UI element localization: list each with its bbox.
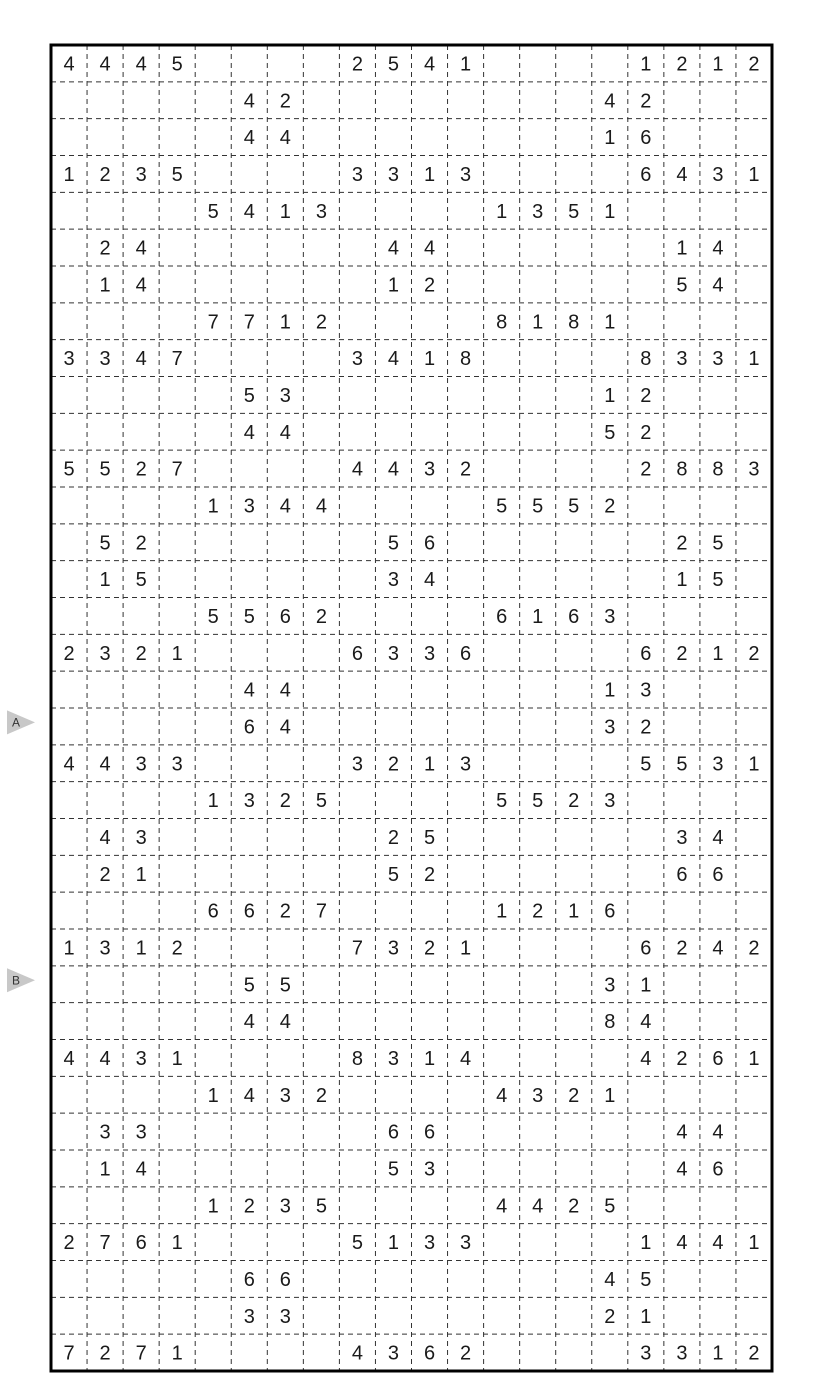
cell-digit[interactable]: 6 bbox=[712, 863, 724, 886]
cell-digit[interactable]: 3 bbox=[676, 348, 688, 371]
cell-digit[interactable]: 3 bbox=[712, 348, 724, 371]
cell-digit[interactable]: 3 bbox=[532, 1084, 544, 1107]
cell-digit[interactable]: 2 bbox=[63, 1232, 75, 1255]
cell-digit[interactable]: 3 bbox=[243, 495, 255, 518]
cell-digit[interactable]: 7 bbox=[207, 311, 219, 334]
cell-digit[interactable]: 4 bbox=[135, 237, 147, 260]
cell-digit[interactable]: 5 bbox=[712, 532, 724, 555]
cell-digit[interactable]: 3 bbox=[387, 1047, 400, 1070]
cell-digit[interactable]: 6 bbox=[243, 1268, 255, 1291]
cell-digit[interactable]: 1 bbox=[496, 200, 508, 223]
cell-digit[interactable]: 2 bbox=[315, 605, 327, 628]
cell-digit[interactable]: 8 bbox=[496, 311, 508, 334]
cell-digit[interactable]: 1 bbox=[460, 53, 472, 76]
cell-digit[interactable]: 4 bbox=[99, 753, 111, 776]
cell-digit[interactable]: 4 bbox=[279, 679, 291, 702]
cell-digit[interactable]: 2 bbox=[99, 863, 111, 886]
cell-digit[interactable]: 4 bbox=[243, 200, 255, 223]
cell-digit[interactable]: 5 bbox=[496, 495, 508, 518]
cell-digit[interactable]: 2 bbox=[748, 53, 760, 76]
cell-digit[interactable]: 4 bbox=[243, 1011, 255, 1034]
cell-digit[interactable]: 4 bbox=[315, 495, 327, 518]
cell-digit[interactable]: 4 bbox=[423, 569, 436, 592]
cell-digit[interactable]: 1 bbox=[676, 237, 688, 260]
cell-digit[interactable]: 6 bbox=[640, 127, 652, 150]
cell-digit[interactable]: 4 bbox=[532, 1195, 544, 1218]
cell-digit[interactable]: 6 bbox=[423, 1342, 436, 1365]
cell-digit[interactable]: 2 bbox=[676, 642, 688, 665]
row-marker-label: A bbox=[11, 715, 21, 730]
cell-digit[interactable]: 6 bbox=[640, 937, 652, 960]
cell-digit[interactable]: 2 bbox=[99, 163, 111, 186]
cell-digit[interactable]: 2 bbox=[748, 1342, 760, 1365]
cell-digit[interactable]: 2 bbox=[279, 900, 291, 923]
row-markers bbox=[7, 710, 35, 992]
cell-digit[interactable]: 4 bbox=[712, 826, 724, 849]
cell-digit[interactable]: 2 bbox=[135, 458, 147, 481]
cell-digit[interactable]: 1 bbox=[640, 1232, 652, 1255]
cell-digit[interactable]: 7 bbox=[171, 458, 183, 481]
cell-digit[interactable]: 3 bbox=[135, 1047, 147, 1070]
cell-digit[interactable]: 1 bbox=[207, 1195, 219, 1218]
cell-digit[interactable]: 1 bbox=[460, 937, 472, 960]
cell-digit[interactable]: 1 bbox=[496, 900, 508, 923]
cell-digit[interactable]: 4 bbox=[423, 237, 436, 260]
cell-digit[interactable]: 1 bbox=[171, 1342, 183, 1365]
cell-digit[interactable]: 5 bbox=[387, 532, 400, 555]
cell-digit[interactable]: 6 bbox=[496, 605, 508, 628]
cell-digit[interactable]: 1 bbox=[748, 348, 760, 371]
cell-digit[interactable]: 4 bbox=[460, 1047, 472, 1070]
cell-digit[interactable]: 3 bbox=[676, 1342, 688, 1365]
cell-digit[interactable]: 3 bbox=[640, 1342, 652, 1365]
cell-digit[interactable]: 4 bbox=[712, 937, 724, 960]
cell-digit[interactable]: 8 bbox=[568, 311, 580, 334]
cell-digit[interactable]: 7 bbox=[315, 900, 327, 923]
cell-digit[interactable]: 5 bbox=[604, 421, 616, 444]
cell-digit[interactable]: 2 bbox=[640, 384, 652, 407]
cell-digit[interactable]: 3 bbox=[387, 1342, 400, 1365]
cell-digit[interactable]: 2 bbox=[135, 642, 147, 665]
cell-digit[interactable]: 3 bbox=[460, 1232, 472, 1255]
cell-digit[interactable]: 7 bbox=[243, 311, 255, 334]
cell-digit[interactable]: 5 bbox=[207, 200, 219, 223]
cell-digit[interactable]: 6 bbox=[279, 605, 291, 628]
cell-digit[interactable]: 4 bbox=[279, 421, 291, 444]
cell-digit[interactable]: 4 bbox=[243, 679, 255, 702]
cell-digit[interactable]: 4 bbox=[135, 53, 147, 76]
cell-digit[interactable]: 2 bbox=[423, 274, 436, 297]
cell-digit[interactable]: 3 bbox=[351, 348, 363, 371]
cell-digit[interactable]: 2 bbox=[423, 863, 436, 886]
cell-digit[interactable]: 1 bbox=[207, 495, 219, 518]
cell-digit[interactable]: 2 bbox=[532, 900, 544, 923]
cell-digit[interactable]: 4 bbox=[712, 1232, 724, 1255]
cell-digit[interactable]: 4 bbox=[135, 274, 147, 297]
cell-digit[interactable]: 1 bbox=[748, 163, 760, 186]
cell-digit[interactable]: 1 bbox=[171, 1047, 183, 1070]
cell-digit[interactable]: 6 bbox=[712, 1158, 724, 1181]
cell-digit[interactable]: 8 bbox=[351, 1047, 363, 1070]
cell-digit[interactable]: 3 bbox=[460, 163, 472, 186]
cell-digit[interactable]: 5 bbox=[712, 569, 724, 592]
cell-digit[interactable]: 5 bbox=[135, 569, 147, 592]
cell-digit[interactable]: 4 bbox=[676, 163, 688, 186]
cell-digit[interactable]: 2 bbox=[99, 237, 111, 260]
cell-digit[interactable]: 7 bbox=[99, 1232, 111, 1255]
cell-digit[interactable]: 5 bbox=[243, 384, 255, 407]
cell-digit[interactable]: 4 bbox=[63, 753, 75, 776]
cell-digit[interactable]: 5 bbox=[387, 863, 400, 886]
cell-digit[interactable]: 1 bbox=[532, 311, 544, 334]
cell-digit[interactable]: 1 bbox=[604, 311, 616, 334]
cell-digit[interactable]: 2 bbox=[568, 1084, 580, 1107]
cell-digit[interactable]: 3 bbox=[604, 974, 616, 997]
cell-digit[interactable]: 3 bbox=[532, 200, 544, 223]
cell-digit[interactable]: 6 bbox=[568, 605, 580, 628]
cell-digit[interactable]: 4 bbox=[604, 1268, 616, 1291]
cell-digit[interactable]: 5 bbox=[315, 790, 327, 813]
cell-digit[interactable]: 1 bbox=[748, 753, 760, 776]
cell-digit[interactable]: 2 bbox=[676, 532, 688, 555]
cell-digit[interactable]: 4 bbox=[243, 90, 255, 113]
row-marker-b bbox=[7, 968, 35, 992]
cell-digit[interactable]: 5 bbox=[676, 274, 688, 297]
cell-digit[interactable]: 3 bbox=[423, 642, 436, 665]
cell-digit[interactable]: 3 bbox=[351, 753, 363, 776]
cell-digit[interactable]: 5 bbox=[532, 790, 544, 813]
cell-digit[interactable]: 6 bbox=[243, 900, 255, 923]
cell-digit[interactable]: 1 bbox=[207, 790, 219, 813]
cell-digit[interactable]: 3 bbox=[99, 937, 111, 960]
cell-digit[interactable]: 2 bbox=[676, 53, 688, 76]
cell-digit[interactable]: 5 bbox=[207, 605, 219, 628]
cell-digit[interactable]: 5 bbox=[568, 495, 580, 518]
cell-digit[interactable]: 4 bbox=[676, 1121, 688, 1144]
cell-digit[interactable]: 4 bbox=[496, 1195, 508, 1218]
cell-digit[interactable]: 4 bbox=[351, 1342, 363, 1365]
cell-digit[interactable]: 4 bbox=[243, 421, 255, 444]
cell-digit[interactable]: 1 bbox=[568, 900, 580, 923]
cell-digit[interactable]: 1 bbox=[387, 1232, 400, 1255]
cell-digit[interactable]: 4 bbox=[712, 274, 724, 297]
cell-digit[interactable]: 4 bbox=[63, 1047, 75, 1070]
cell-digit[interactable]: 1 bbox=[532, 605, 544, 628]
cell-digit[interactable]: 5 bbox=[171, 53, 183, 76]
cell-digit[interactable]: 2 bbox=[460, 1342, 472, 1365]
cell-digit[interactable]: 4 bbox=[279, 716, 291, 739]
cell-digit[interactable]: 2 bbox=[387, 826, 400, 849]
cell-digit[interactable]: 4 bbox=[279, 495, 291, 518]
cell-digit[interactable]: 3 bbox=[604, 716, 616, 739]
cell-digit[interactable]: 4 bbox=[676, 1158, 688, 1181]
cell-digit[interactable]: 6 bbox=[676, 863, 688, 886]
cell-digit[interactable]: 3 bbox=[99, 348, 111, 371]
cell-digit[interactable]: 3 bbox=[423, 458, 436, 481]
cell-digit[interactable]: 2 bbox=[279, 790, 291, 813]
cell-digit[interactable]: 1 bbox=[423, 753, 436, 776]
cell-digit[interactable]: 4 bbox=[496, 1084, 508, 1107]
cell-digit[interactable]: 1 bbox=[712, 642, 724, 665]
cell-digit[interactable]: 1 bbox=[640, 974, 652, 997]
cell-digit[interactable]: 3 bbox=[604, 790, 616, 813]
cell-digit[interactable]: 8 bbox=[460, 348, 472, 371]
cell-digit[interactable]: 2 bbox=[604, 495, 616, 518]
cell-digit[interactable]: 4 bbox=[99, 826, 111, 849]
cell-digit[interactable]: 6 bbox=[640, 642, 652, 665]
cell-digit[interactable]: 6 bbox=[279, 1268, 291, 1291]
cell-digit[interactable]: 4 bbox=[279, 127, 291, 150]
cell-digit[interactable]: 1 bbox=[63, 163, 75, 186]
cell-digit[interactable]: 2 bbox=[135, 532, 147, 555]
cell-digit[interactable]: 5 bbox=[423, 826, 436, 849]
cell-digit[interactable]: 1 bbox=[135, 863, 147, 886]
cell-digit[interactable]: 3 bbox=[243, 790, 255, 813]
cell-digit[interactable]: 3 bbox=[279, 1305, 291, 1328]
cell-digit[interactable]: 3 bbox=[460, 753, 472, 776]
cell-digit[interactable]: 6 bbox=[135, 1232, 147, 1255]
cell-digit[interactable]: 1 bbox=[640, 53, 652, 76]
cell-digit[interactable]: 1 bbox=[604, 679, 616, 702]
cell-digit[interactable]: 1 bbox=[712, 53, 724, 76]
cell-digit[interactable]: 2 bbox=[640, 90, 652, 113]
cell-digit[interactable]: 2 bbox=[640, 458, 652, 481]
cell-digit[interactable]: 3 bbox=[171, 753, 183, 776]
cell-digit[interactable]: 4 bbox=[243, 127, 255, 150]
cell-digit[interactable]: 6 bbox=[423, 1121, 436, 1144]
cell-digit[interactable]: 5 bbox=[351, 1232, 363, 1255]
cell-digit[interactable]: 5 bbox=[387, 53, 400, 76]
cell-digit[interactable]: 1 bbox=[171, 1232, 183, 1255]
cell-digit[interactable]: 5 bbox=[279, 974, 291, 997]
cell-digit[interactable]: 3 bbox=[279, 384, 291, 407]
cell-digit[interactable]: 4 bbox=[604, 90, 616, 113]
cell-digit[interactable]: 1 bbox=[279, 200, 291, 223]
cell-digit[interactable]: 6 bbox=[207, 900, 219, 923]
cell-digit[interactable]: 4 bbox=[640, 1011, 652, 1034]
cell-digit[interactable]: 6 bbox=[387, 1121, 400, 1144]
cell-digit[interactable]: 6 bbox=[423, 532, 436, 555]
cell-digit[interactable]: 5 bbox=[676, 753, 688, 776]
cell-digit[interactable]: 1 bbox=[748, 1232, 760, 1255]
cell-digit[interactable]: 2 bbox=[640, 716, 652, 739]
cell-digit[interactable]: 1 bbox=[604, 1084, 616, 1107]
cell-digit[interactable]: 2 bbox=[568, 790, 580, 813]
row-marker-a bbox=[7, 710, 35, 734]
cell-digit[interactable]: 4 bbox=[351, 458, 363, 481]
cell-digit[interactable]: 3 bbox=[135, 826, 147, 849]
cell-digit[interactable]: 6 bbox=[640, 163, 652, 186]
cell-digit[interactable]: 4 bbox=[99, 53, 111, 76]
cell-digit[interactable]: 3 bbox=[99, 1121, 111, 1144]
cell-digit[interactable]: 4 bbox=[640, 1047, 652, 1070]
cell-digit[interactable]: 5 bbox=[387, 1158, 400, 1181]
cell-digit[interactable]: 4 bbox=[243, 1084, 255, 1107]
cell-digit[interactable]: 3 bbox=[387, 642, 400, 665]
cell-digit[interactable]: 5 bbox=[243, 605, 255, 628]
cell-digit[interactable]: 3 bbox=[135, 163, 147, 186]
cell-digit[interactable]: 1 bbox=[279, 311, 291, 334]
cell-digit[interactable]: 5 bbox=[63, 458, 75, 481]
grid-lines bbox=[51, 45, 772, 1371]
cell-digit[interactable]: 3 bbox=[135, 1121, 147, 1144]
cell-digit[interactable]: 4 bbox=[99, 1047, 111, 1070]
cell-digit[interactable]: 3 bbox=[640, 679, 652, 702]
cell-digit[interactable]: 1 bbox=[171, 642, 183, 665]
cell-digit[interactable]: 4 bbox=[387, 237, 400, 260]
cell-digit[interactable]: 3 bbox=[387, 569, 400, 592]
cell-digit[interactable]: 3 bbox=[351, 163, 363, 186]
cell-digit[interactable]: 6 bbox=[460, 642, 472, 665]
cell-digit[interactable]: 5 bbox=[640, 753, 652, 776]
cell-digit[interactable]: 7 bbox=[63, 1342, 75, 1365]
cell-digit[interactable]: 3 bbox=[243, 1305, 255, 1328]
cell-digit[interactable]: 6 bbox=[351, 642, 363, 665]
cell-digit[interactable]: 5 bbox=[171, 163, 183, 186]
cell-digit[interactable]: 4 bbox=[676, 1232, 688, 1255]
cell-digit[interactable]: 1 bbox=[604, 384, 616, 407]
cell-digit[interactable]: 2 bbox=[748, 642, 760, 665]
cell-digit[interactable]: 2 bbox=[315, 1084, 327, 1107]
cell-digit[interactable]: 1 bbox=[63, 937, 75, 960]
grid-cells bbox=[63, 53, 759, 1364]
cell-digit[interactable]: 3 bbox=[279, 1195, 291, 1218]
cell-digit[interactable]: 2 bbox=[387, 753, 400, 776]
cell-digit[interactable]: 8 bbox=[640, 348, 652, 371]
cell-digit[interactable]: 5 bbox=[99, 532, 111, 555]
cell-digit[interactable]: 6 bbox=[604, 900, 616, 923]
cell-digit[interactable]: 6 bbox=[243, 716, 255, 739]
cell-digit[interactable]: 8 bbox=[676, 458, 688, 481]
cell-digit[interactable]: 3 bbox=[63, 348, 75, 371]
cell-digit[interactable]: 5 bbox=[315, 1195, 327, 1218]
cell-digit[interactable]: 8 bbox=[604, 1011, 616, 1034]
cell-digit[interactable]: 5 bbox=[99, 458, 111, 481]
cell-digit[interactable]: 3 bbox=[712, 753, 724, 776]
cell-digit[interactable]: 3 bbox=[423, 1158, 436, 1181]
cell-digit[interactable]: 3 bbox=[99, 642, 111, 665]
cell-digit[interactable]: 2 bbox=[568, 1195, 580, 1218]
cell-digit[interactable]: 4 bbox=[63, 53, 75, 76]
cell-digit[interactable]: 7 bbox=[351, 937, 363, 960]
cell-digit[interactable]: 2 bbox=[171, 937, 183, 960]
cell-digit[interactable]: 7 bbox=[171, 348, 183, 371]
cell-digit[interactable]: 5 bbox=[604, 1195, 616, 1218]
cell-digit[interactable]: 2 bbox=[279, 90, 291, 113]
cell-digit[interactable]: 3 bbox=[676, 826, 688, 849]
cell-digit[interactable]: 2 bbox=[63, 642, 75, 665]
cell-digit[interactable]: 7 bbox=[135, 1342, 147, 1365]
cell-digit[interactable]: 5 bbox=[496, 790, 508, 813]
cell-digit[interactable]: 4 bbox=[135, 348, 147, 371]
cell-digit[interactable]: 1 bbox=[604, 200, 616, 223]
cell-digit[interactable]: 3 bbox=[387, 163, 400, 186]
cell-digit[interactable]: 3 bbox=[315, 200, 327, 223]
cell-digit[interactable]: 4 bbox=[279, 1011, 291, 1034]
cell-digit[interactable]: 1 bbox=[748, 1047, 760, 1070]
cell-digit[interactable]: 2 bbox=[676, 937, 688, 960]
cell-digit[interactable]: 2 bbox=[423, 937, 436, 960]
row-marker-label: B bbox=[11, 973, 21, 988]
cell-digit[interactable]: 8 bbox=[712, 458, 724, 481]
cell-digit[interactable]: 2 bbox=[315, 311, 327, 334]
cell-digit[interactable]: 3 bbox=[423, 1232, 436, 1255]
cell-digit[interactable]: 5 bbox=[243, 974, 255, 997]
cell-digit[interactable]: 4 bbox=[712, 1121, 724, 1144]
cell-digit[interactable]: 1 bbox=[99, 1158, 111, 1181]
cell-digit[interactable]: 4 bbox=[135, 1158, 147, 1181]
cell-digit[interactable]: 5 bbox=[640, 1268, 652, 1291]
cell-digit[interactable]: 3 bbox=[604, 605, 616, 628]
cell-digit[interactable]: 1 bbox=[99, 569, 111, 592]
cell-digit[interactable]: 1 bbox=[604, 127, 616, 150]
cell-digit[interactable]: 4 bbox=[712, 237, 724, 260]
cell-digit[interactable]: 3 bbox=[712, 163, 724, 186]
cell-digit[interactable]: 1 bbox=[135, 937, 147, 960]
cell-digit[interactable]: 1 bbox=[423, 163, 436, 186]
cell-digit[interactable]: 2 bbox=[748, 937, 760, 960]
cell-digit[interactable]: 3 bbox=[748, 458, 760, 481]
cell-digit[interactable]: 3 bbox=[387, 937, 400, 960]
cell-digit[interactable]: 4 bbox=[387, 458, 400, 481]
cell-digit[interactable]: 4 bbox=[387, 348, 400, 371]
cell-digit[interactable]: 1 bbox=[423, 348, 436, 371]
cell-digit[interactable]: 2 bbox=[640, 421, 652, 444]
cell-digit[interactable]: 1 bbox=[712, 1342, 724, 1365]
cell-digit[interactable]: 1 bbox=[676, 569, 688, 592]
cell-digit[interactable]: 2 bbox=[99, 1342, 111, 1365]
cell-digit[interactable]: 2 bbox=[243, 1195, 255, 1218]
cell-digit[interactable]: 1 bbox=[640, 1305, 652, 1328]
cell-digit[interactable]: 2 bbox=[351, 53, 363, 76]
cell-digit[interactable]: 1 bbox=[423, 1047, 436, 1070]
cell-digit[interactable]: 2 bbox=[604, 1305, 616, 1328]
cell-digit[interactable]: 3 bbox=[135, 753, 147, 776]
cell-digit[interactable]: 2 bbox=[676, 1047, 688, 1070]
cell-digit[interactable]: 1 bbox=[99, 274, 111, 297]
cell-digit[interactable]: 2 bbox=[460, 458, 472, 481]
cell-digit[interactable]: 1 bbox=[387, 274, 400, 297]
cell-digit[interactable]: 6 bbox=[712, 1047, 724, 1070]
cell-digit[interactable]: 1 bbox=[207, 1084, 219, 1107]
cell-digit[interactable]: 3 bbox=[279, 1084, 291, 1107]
cell-digit[interactable]: 5 bbox=[568, 200, 580, 223]
cell-digit[interactable]: 4 bbox=[423, 53, 436, 76]
cell-digit[interactable]: 5 bbox=[532, 495, 544, 518]
